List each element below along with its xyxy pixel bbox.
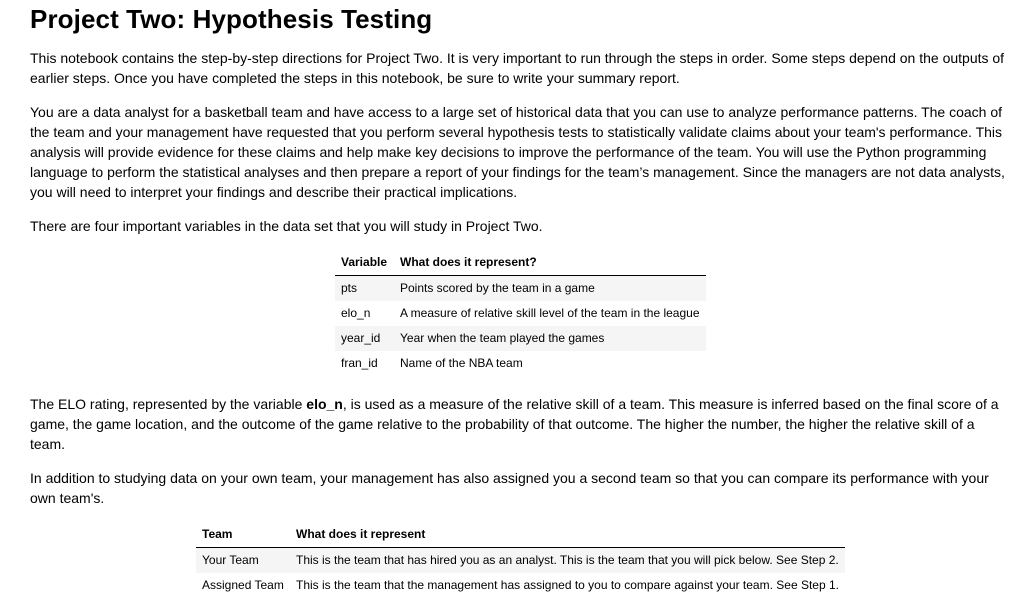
variable-name-cell: fran_id — [335, 351, 394, 376]
table-row — [196, 573, 845, 598]
intro-paragraph: This notebook contains the step-by-step directions for Project Two. It is very important to run through the steps in order. Some steps depend on the outputs of earlier steps. Once you have completed the steps in this notebook, be sure to write your summary report. — [30, 50, 1005, 86]
page-title: Project Two: Hypothesis Testing — [30, 4, 433, 34]
variable-name-cell: elo_n — [335, 301, 394, 326]
table-row — [335, 301, 706, 326]
variable-name-cell: year_id — [335, 326, 394, 351]
team-name-cell: Assigned Team — [196, 573, 290, 598]
column-header-variable: Variable — [335, 250, 394, 276]
table-row — [335, 326, 706, 351]
variables-intro-paragraph: There are four important variables in the data set that you will study in Project Two. — [30, 218, 543, 234]
variable-meaning-cell: A measure of relative skill level of the team in the league — [394, 301, 706, 326]
table-header-row — [196, 522, 845, 548]
team-description-cell: This is the team that the management has assigned to you to compare against your team. See Step 1. — [290, 573, 845, 598]
column-header-team: Team — [196, 522, 290, 548]
elo-variable-name: elo_n — [306, 396, 343, 412]
team-name-cell: Your Team — [196, 548, 290, 574]
variable-meaning-cell: Name of the NBA team — [394, 351, 706, 376]
elo-text-before: The ELO rating, represented by the variable — [30, 396, 307, 412]
variables-table — [335, 250, 706, 376]
teams-intro-paragraph: In addition to studying data on your own team, your management has also assigned you a second team so that you can compare its performance with your own team's. — [30, 470, 989, 506]
context-paragraph: You are a data analyst for a basketball team and have access to a large set of historical data that you can use to analyze performance patterns. The coach of the team and your management have requested that you perform several hypothesis tests to statistically validate claims about your team's performance. This analysis will provide evidence for these claims and help make key decisions to improve the performance of the team. You will use the Python programming language to perform the statistical analyses and then prepare a report of your findings for the team’s management. Since the managers are not data analysts, you will need to interpret your findings and describe their practical implications. — [30, 104, 1005, 200]
table-header-row — [335, 250, 706, 276]
variable-meaning-cell: Points scored by the team in a game — [394, 276, 706, 302]
elo-text-after: , is used as a measure of the relative skill of a team. This measure is inferred based on the final score of a game, the game location, and the outcome of the game relative to the probability of that outcome. The higher the number, the higher the relative skill of a team. — [30, 396, 999, 452]
variable-meaning-cell: Year when the team played the games — [394, 326, 706, 351]
table-row — [335, 276, 706, 302]
teams-table — [196, 522, 845, 598]
column-header-meaning: What does it represent? — [394, 250, 706, 276]
table-row — [335, 351, 706, 376]
column-header-description: What does it represent — [290, 522, 845, 548]
table-row — [196, 548, 845, 574]
variable-name-cell: pts — [335, 276, 394, 302]
notebook-content — [30, 0, 1010, 598]
team-description-cell: This is the team that has hired you as an analyst. This is the team that you will pick below. See Step 2. — [290, 548, 845, 574]
elo-paragraph — [30, 394, 1010, 454]
